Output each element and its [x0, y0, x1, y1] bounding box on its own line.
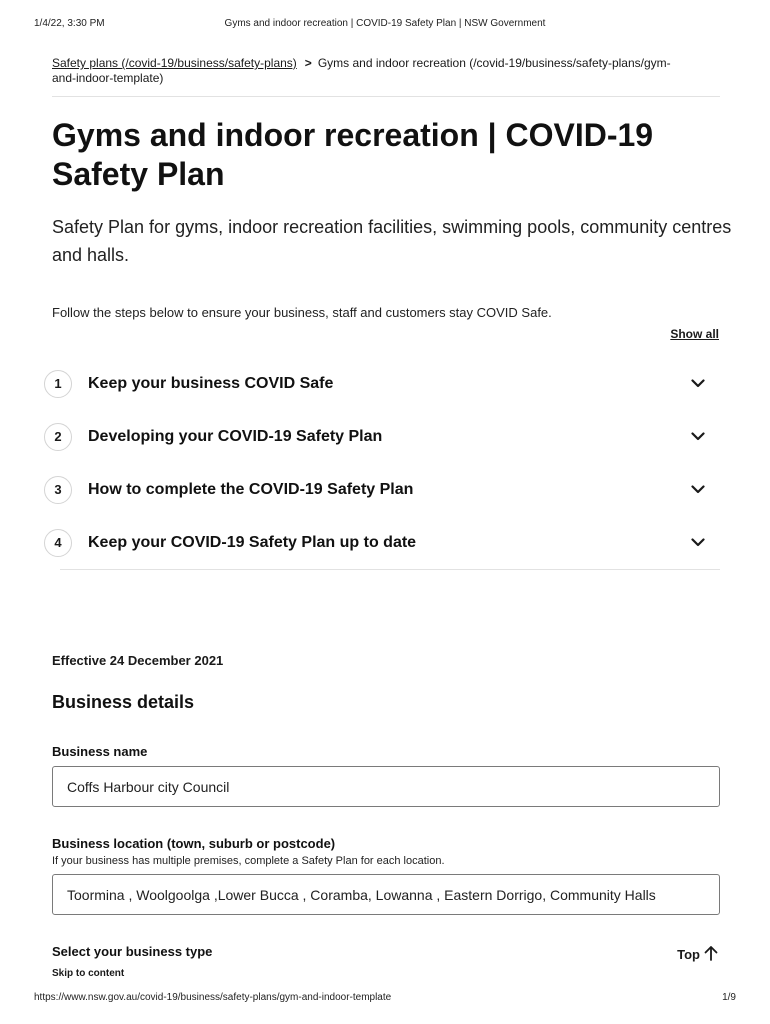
breadcrumb-separator: >	[304, 56, 312, 70]
breadcrumb-divider	[52, 96, 720, 97]
step-number: 1	[44, 370, 72, 398]
print-page-number: 1/9	[722, 992, 736, 1003]
step-number: 4	[44, 529, 72, 557]
print-url: https://www.nsw.gov.au/covid-19/business/safety-plans/gym-and-indoor-template	[34, 992, 392, 1003]
step-number: 2	[44, 423, 72, 451]
business-name-input[interactable]	[52, 766, 720, 807]
accordion-item-2[interactable]	[44, 410, 720, 463]
chevron-down-icon[interactable]	[684, 374, 712, 394]
business-name-label: Business name	[52, 744, 148, 759]
steps-intro: Follow the steps below to ensure your business, staff and customers stay COVID Safe.	[52, 305, 552, 320]
chevron-down-icon[interactable]	[684, 427, 712, 447]
section-title-business-details: Business details	[52, 692, 195, 712]
accordion-item-4[interactable]	[44, 516, 720, 569]
page-intro: Safety Plan for gyms, indoor recreation facilities, swimming pools, community centres and halls.	[52, 217, 732, 265]
accordion-label: How to complete the COVID-19 Safety Plan	[88, 480, 414, 498]
accordion-label: Developing your COVID-19 Safety Plan	[88, 427, 383, 445]
steps-accordion	[44, 357, 720, 569]
skip-to-content-link[interactable]: Skip to content	[52, 968, 125, 979]
accordion-divider	[60, 569, 720, 570]
effective-date: Effective 24 December 2021	[52, 653, 224, 668]
step-number: 3	[44, 476, 72, 504]
print-header	[34, 18, 736, 32]
business-type-label: Select your business type	[52, 944, 213, 959]
business-location-hint: If your business has multiple premises, complete a Safety Plan for each location.	[52, 855, 445, 867]
accordion-label: Keep your COVID-19 Safety Plan up to date	[88, 533, 417, 551]
top-label: Top	[677, 947, 700, 962]
print-datetime: 1/4/22, 3:30 PM	[34, 18, 105, 29]
chevron-down-icon[interactable]	[684, 533, 712, 553]
page-title: Gyms and indoor recreation | COVID-19 Safety Plan	[52, 117, 654, 192]
back-to-top-link[interactable]	[677, 945, 718, 964]
accordion-item-3[interactable]	[44, 463, 720, 516]
print-footer	[34, 992, 736, 1006]
business-location-input[interactable]	[52, 874, 720, 915]
breadcrumb	[52, 56, 692, 86]
chevron-down-icon[interactable]	[684, 480, 712, 500]
arrow-up-icon	[704, 945, 718, 964]
accordion-label: Keep your business COVID Safe	[88, 374, 334, 392]
breadcrumb-current: Gyms and indoor recreation (/covid-19/business/safety-plans/gym-and-indoor-template)	[52, 56, 671, 85]
print-document-title: Gyms and indoor recreation | COVID-19 Safety Plan | NSW Government	[224, 18, 546, 29]
breadcrumb-link-safety-plans[interactable]: Safety plans (/covid-19/business/safety-plans)	[52, 56, 297, 70]
business-location-label: Business location (town, suburb or postcode)	[52, 836, 336, 851]
accordion-item-1[interactable]	[44, 357, 720, 410]
show-all-link[interactable]: Show all	[670, 327, 719, 341]
